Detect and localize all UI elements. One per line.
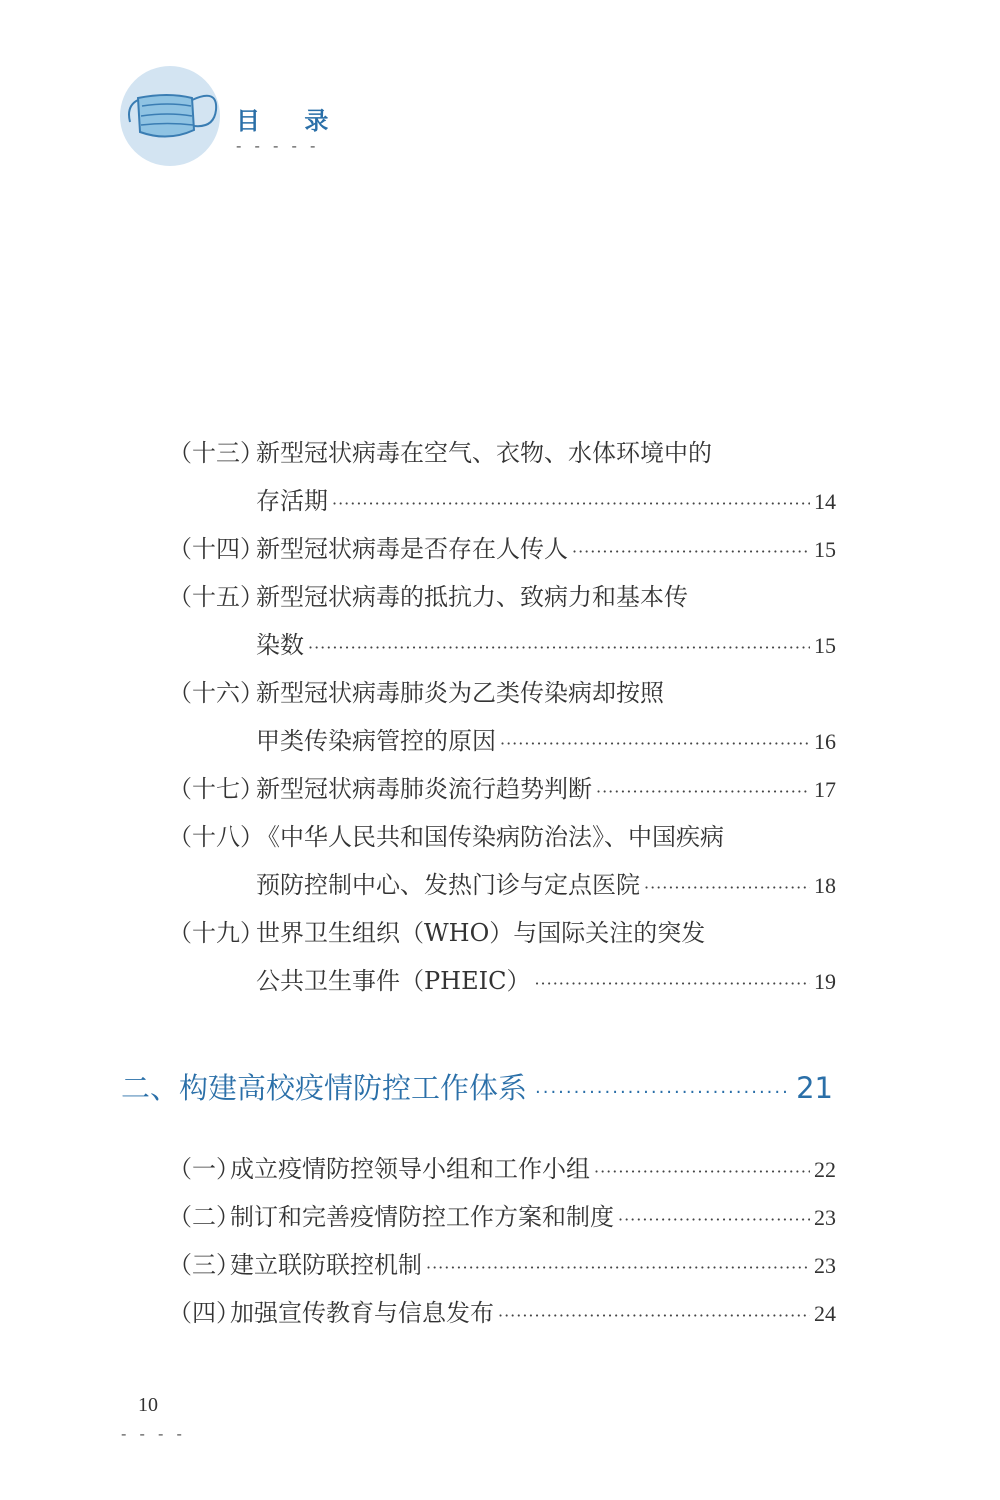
entry-number: （十四） [168, 535, 264, 563]
entry-number: （十八） [168, 823, 264, 851]
entry-title: 新型冠状病毒在空气、衣物、水体环境中的 [256, 439, 712, 467]
entry-number: （一） [168, 1155, 240, 1183]
entry-title-cont: 公共卫生事件（PHEIC） [256, 967, 531, 995]
entry-title-cont: 甲类传染病管控的原因 [256, 727, 496, 755]
entry-page: 24 [814, 1301, 836, 1326]
section-heading[interactable] [121, 1066, 833, 1107]
leader-dots [596, 777, 810, 807]
entry-page: 23 [814, 1205, 836, 1230]
entry-title: 加强宣传教育与信息发布 [230, 1299, 494, 1327]
entry-number: （三） [168, 1251, 240, 1279]
entry-title: 建立联防联控机制 [230, 1251, 422, 1279]
entry-page: 23 [814, 1253, 836, 1278]
leader-dots [594, 1157, 810, 1187]
entry-page: 14 [814, 489, 836, 514]
leader-dots [332, 489, 810, 519]
entry-title-cont: 预防控制中心、发热门诊与定点医院 [256, 871, 640, 899]
entry-title-cont: 存活期 [256, 487, 328, 515]
leader-dots [535, 1082, 788, 1103]
title-underline: - - - - - [236, 136, 320, 155]
entry-page: 16 [814, 729, 836, 754]
leader-dots [308, 633, 810, 663]
entry-page: 18 [814, 873, 836, 898]
section-title: 二、构建高校疫情防控工作体系 [121, 1071, 528, 1105]
entry-title: 新型冠状病毒肺炎为乙类传染病却按照 [256, 679, 664, 707]
entry-number: （十六） [168, 679, 264, 707]
entry-page: 15 [814, 537, 836, 562]
page-number: 10 [138, 1394, 158, 1416]
leader-dots [534, 969, 810, 999]
face-mask-icon [120, 66, 220, 166]
leader-dots [572, 537, 810, 567]
entry-title: 《中华人民共和国传染病防治法》、中国疾病 [256, 823, 724, 851]
entry-title-cont: 染数 [256, 631, 304, 659]
page-number-underline: - - - - [121, 1424, 186, 1443]
entry-number: （十九） [168, 919, 264, 947]
leader-dots [498, 1301, 810, 1331]
leader-dots [500, 729, 810, 759]
entry-title: 新型冠状病毒是否存在人传人 [256, 535, 568, 563]
entry-number: （四） [168, 1299, 240, 1327]
entry-number: （十七） [168, 775, 264, 803]
entry-page: 19 [814, 969, 836, 994]
entry-number: （二） [168, 1203, 240, 1231]
page-title: 目 录 [236, 106, 347, 135]
entry-page: 15 [814, 633, 836, 658]
entry-title: 世界卫生组织（WHO）与国际关注的突发 [256, 919, 706, 947]
entry-page: 17 [814, 777, 836, 802]
entry-number: （十三） [168, 439, 264, 467]
entry-title: 新型冠状病毒的抵抗力、致病力和基本传 [256, 583, 688, 611]
leader-dots [618, 1205, 810, 1235]
leader-dots [426, 1253, 810, 1283]
section-page: 21 [796, 1071, 833, 1105]
entry-title: 新型冠状病毒肺炎流行趋势判断 [256, 775, 592, 803]
leader-dots [644, 873, 810, 903]
entry-number: （十五） [168, 583, 264, 611]
entry-title: 制订和完善疫情防控工作方案和制度 [230, 1203, 614, 1231]
entry-title: 成立疫情防控领导小组和工作小组 [230, 1155, 590, 1183]
entry-page: 22 [814, 1157, 836, 1182]
